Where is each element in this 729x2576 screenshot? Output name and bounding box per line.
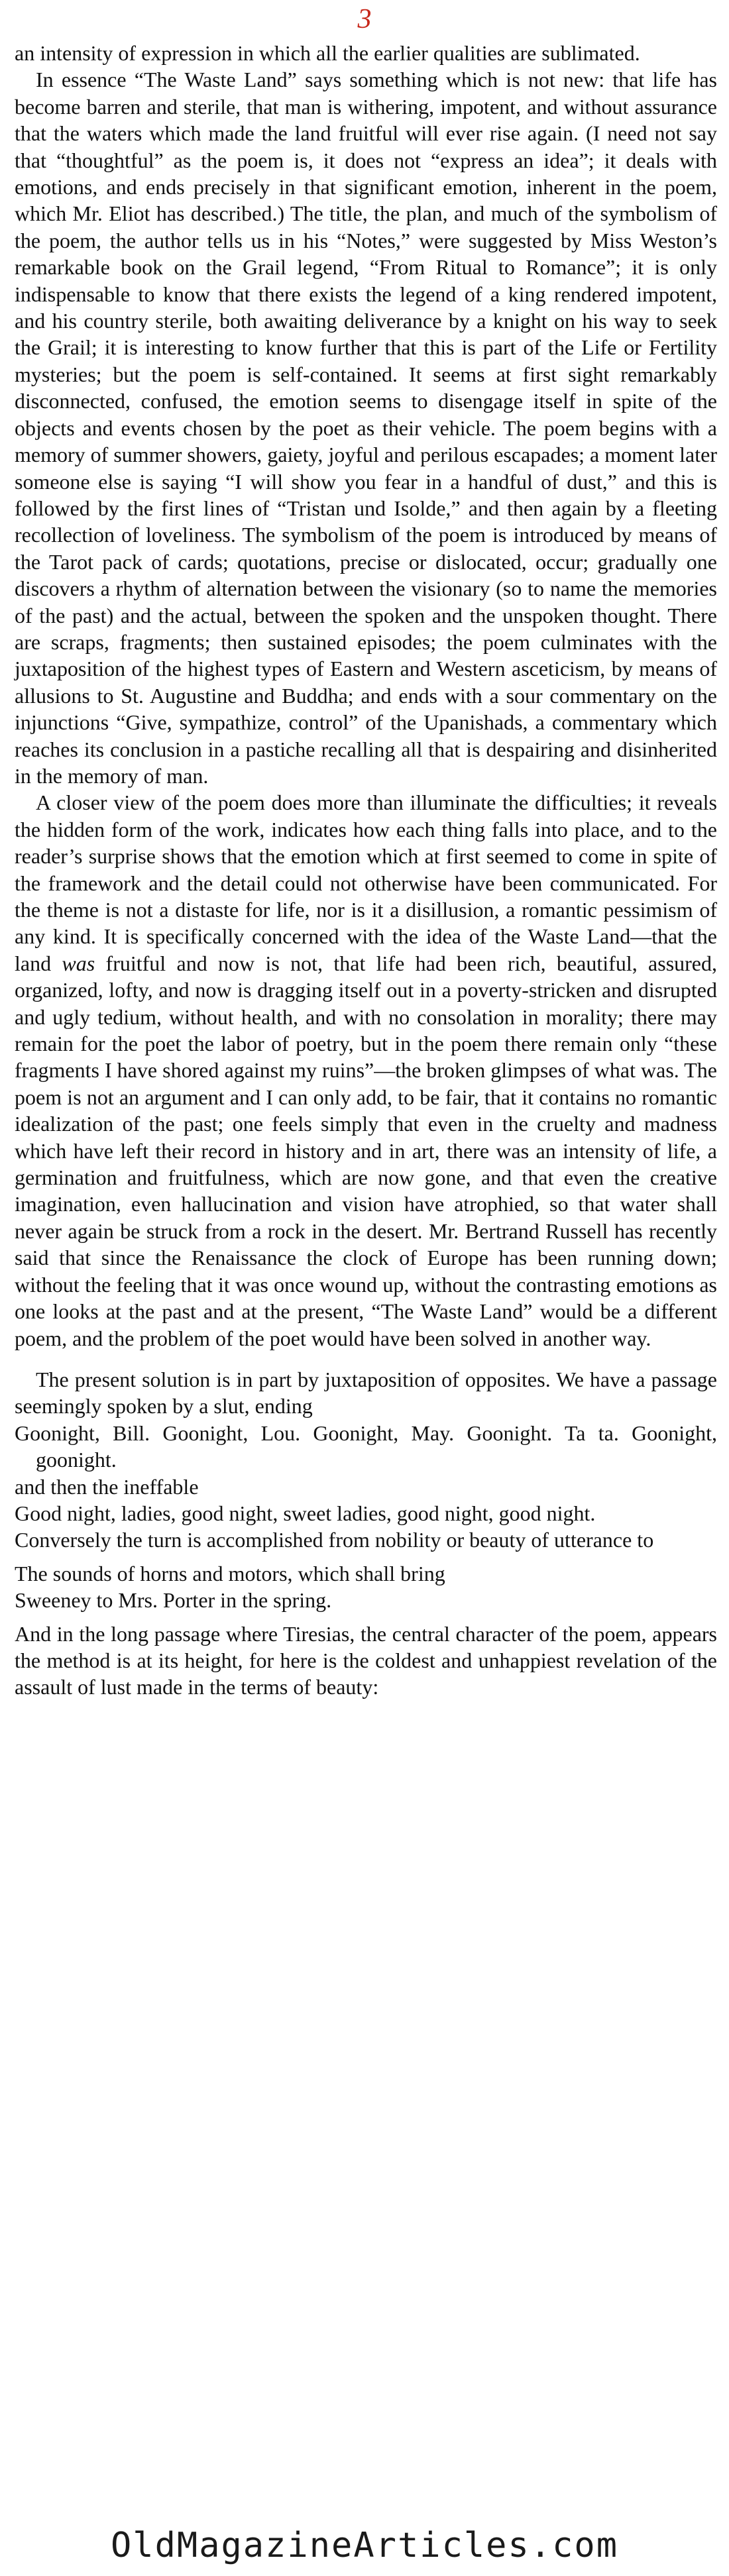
article-body: [15, 40, 717, 1701]
quote-good-night-ladies: Good night, ladies, good night, sweet ladies, good night, good night.: [15, 1501, 596, 1525]
site-watermark: OldMagazineArticles.com: [110, 2526, 619, 2565]
verse-gap: [15, 1614, 717, 1621]
paragraph-tiresias: And in the long passage where Tiresias, the central character of the poem, appears the method is at its height, for here is the coldest and unhappiest revelation of the assault of lust made in the terms of beauty:: [15, 1621, 717, 1699]
emphasis-was: was: [62, 951, 95, 975]
paragraph-closer-view-part-b: fruitful and now is not, that life had been rich, beautiful, assured, organized, lofty, and now is dragging itself out in a poverty-stricken and disrupted and ugly tedium, without health, and with no consolation in morality; there may remain for the poet the labor of poetry, but in the poem there remain only “these fragments I have shored against my ruins”—the broken glimpses of what was. The poem is not an argument and I can only add, to be fair, that it contains no romantic idealization of the past; one feels simply that even in the cruelty and madness which have left their record in history and in art, there was an intensity of life, a germination and fruitfulness, which are now gone, and that even the creative imagination, even hallucination and vision have atrophied, so that water shall never again be struck from a rock in the desert. Mr. Bertrand Russell has recently said that since the Renaissance the clock of Europe has been running down; without the feeling that it was once wound up, without the contrasting emotions as one looks at the past and at the present, “The Waste Land” would be a different poem, and the problem of the poet would have been solved in another way.: [15, 951, 718, 1350]
paragraph-closer-view-part-a: A closer view of the poem does more than illuminate the difficulties; it reveals the hidden form of the work, indicates how each thing falls into place, and to the reader’s surprise shows that the emotion which at first seemed to come in spite of the framework and the detail could not otherwise have been communicated. For the theme is not a distaste for life, nor is it a disillusion, a romantic pessimism of any kind. It is specifically concerned with the idea of the Waste Land—that the land: [15, 790, 717, 975]
paragraph-ineffable: and then the ineffable: [15, 1474, 199, 1499]
quote-horns-line-2: Sweeney to Mrs. Porter in the spring.: [15, 1588, 332, 1613]
section-gap: [15, 1352, 717, 1366]
paragraph-present-solution: The present solution is in part by juxtaposition of opposites. We have a passage seemingly spoken by a slut, ending: [15, 1367, 717, 1419]
page-number: 3: [357, 4, 372, 34]
quotation-section: [15, 1366, 717, 1701]
verse-gap: [15, 1554, 717, 1560]
prose-section: [15, 40, 717, 1352]
paragraph-closer-view: [15, 789, 717, 1352]
quote-horns-line-1: The sounds of horns and motors, which shall bring: [15, 1561, 445, 1585]
paragraph-continuation: an intensity of expression in which all the earlier qualities are sublimated.: [15, 41, 640, 65]
paragraph-essence: In essence “The Waste Land” says something which is not new: that life has become barren and sterile, that man is withering, impotent, and without assurance that the waters which made the land fruitful will ever rise again. (I need not say that “thoughtful” as the poem is, it does not “express an idea”; it deals with emotions, and ends precisely in that significant emotion, inherent in the poem, which Mr. Eliot has described.) The title, the plan, and much of the symbolism of the poem, the author tells us in his “Notes,” were suggested by Miss Weston’s remarkable book on the Grail legend, “From Ritual to Romance”; it is only indispensable to know that there exists the legend of a king rendered impotent, and his country sterile, both awaiting deliverance by a knight on his way to seek the Grail; it is interesting to know further that this is part of the Life or Fertility mysteries; but the poem is self-contained. It seems at first sight remarkably disconnected, confused, the emotion seems to disengage itself in spite of the objects and events chosen by the poet as their vehicle. The poem begins with a memory of summer showers, gaiety, joyful and perilous escapades; a moment later someone else is saying “I will show you fear in a handful of dust,” and this is followed by the first lines of “Tristan und Isolde,” and then again by a fleeting recollection of loveliness. The symbolism of the poem is introduced by means of the Tarot pack of cards; quotations, precise or dislocated, occur; gradually one discovers a rhythm of alternation between the visionary (so to name the memories of the past) and the actual, between the spoken and the unspoken thought. There are scraps, fragments; then sustained episodes; the poem culminates with the juxtaposition of the highest types of Eastern and Western asceticism, by means of allusions to St. Augustine and Buddha; and ends with a sour commentary on the injunctions “Give, sympathize, control” of the Upanishads, a commentary which reaches its conclusion in a pastiche recalling all that is despairing and disinherited in the memory of man.: [15, 68, 717, 788]
quote-goonight: Goonight, Bill. Goonight, Lou. Goonight, May. Goonight. Ta ta. Goonight, goonight.: [15, 1421, 717, 1472]
paragraph-conversely: Conversely the turn is accomplished from nobility or beauty of utterance to: [15, 1528, 654, 1552]
